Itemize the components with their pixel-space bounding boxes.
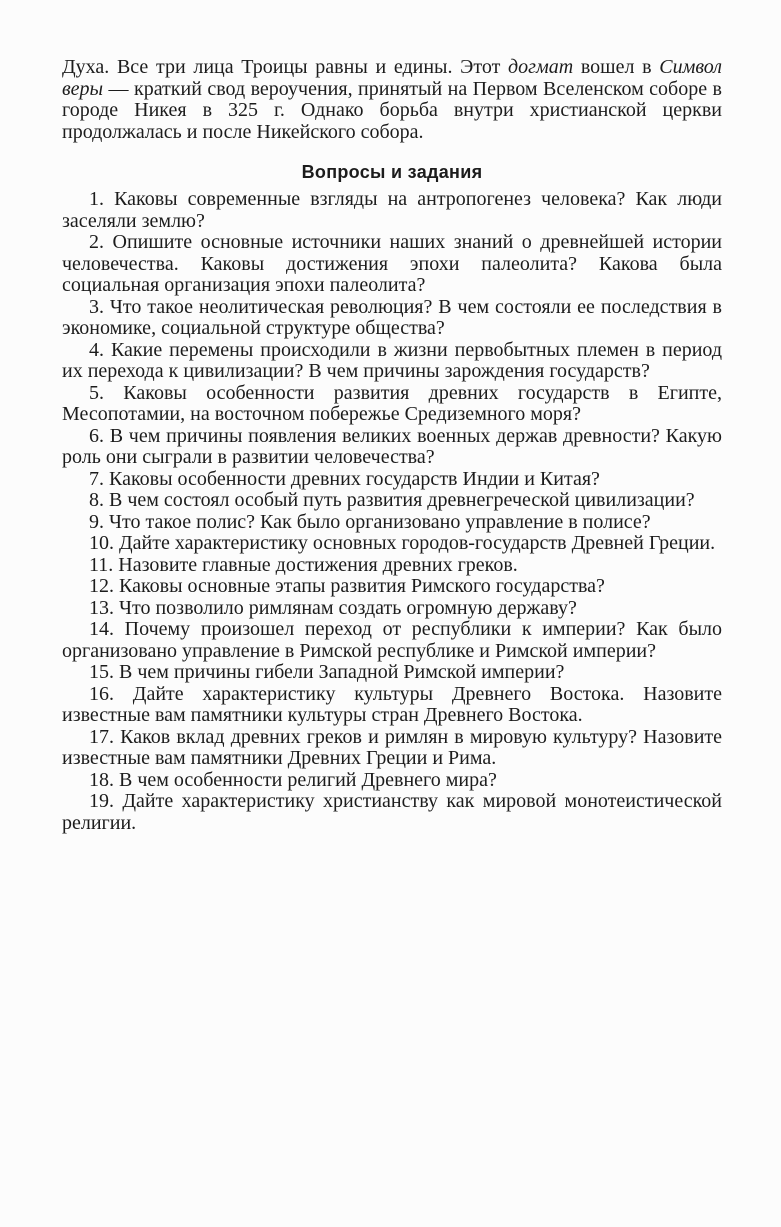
question-number: 10. <box>89 532 114 554</box>
question-number: 19. <box>89 790 114 812</box>
question-item <box>62 662 722 684</box>
question-text: Что позволило римлянам создать огромную державу? <box>119 596 577 619</box>
question-text: Назовите главные достижения древних греков. <box>118 553 518 576</box>
question-item <box>62 598 722 620</box>
question-item <box>62 232 722 297</box>
question-text: Каковы современные взгляды на антропогенез человека? Как люди заселяли землю? <box>62 188 722 232</box>
question-number: 1. <box>89 188 104 210</box>
question-text: Дайте характеристику культуры Древнего Востока. Назовите известные вам памятники культуры стран Древнего Востока. <box>62 682 723 726</box>
question-text: Почему произошел переход от республики к империи? Как было организовано управление в Римской республике и Римской империи? <box>62 618 722 662</box>
question-number: 18. <box>89 768 114 791</box>
question-number: 6. <box>89 424 104 447</box>
question-item <box>62 727 722 770</box>
question-number: 2. <box>89 231 104 253</box>
question-text: Каковы особенности древних государств Индии и Китая? <box>109 467 600 490</box>
intro-text-segment: — краткий свод вероучения, принятый на Первом Вселенском соборе в городе Никея в 325 г. Однако борьба внутри христианской церкви продолжалась и после Никейского собора. <box>62 77 722 143</box>
questions-list <box>62 189 722 834</box>
question-item <box>62 512 722 534</box>
question-item <box>62 684 722 727</box>
question-text: Дайте характеристику основных городов-государств Древней Греции. <box>119 532 716 554</box>
question-text: В чем причины гибели Западной Римской империи? <box>119 661 565 683</box>
question-item <box>62 770 722 792</box>
question-number: 9. <box>89 510 104 533</box>
question-text: В чем особенности религий Древнего мира? <box>119 768 497 791</box>
question-item <box>62 619 722 662</box>
question-text: Опишите основные источники наших знаний о древнейшей истории человечества. Каковы достижения эпохи палеолита? Какова была социальная организация эпохи палеолита? <box>62 231 723 296</box>
question-text: В чем причины появления великих военных держав древности? Какую роль они сыграли в развитии человечества? <box>62 424 722 468</box>
question-text: Дайте характеристику христианству как мировой монотеистической религии. <box>62 790 722 834</box>
question-text: Каков вклад древних греков и римлян в мировую культуру? Назовите известные вам памятники Древних Греции и Рима. <box>62 725 723 769</box>
question-item <box>62 490 722 512</box>
question-item <box>62 791 722 834</box>
question-item <box>62 533 722 555</box>
intro-italic-term: догмат <box>508 56 574 78</box>
question-number: 5. <box>89 381 104 404</box>
question-number: 7. <box>89 467 104 490</box>
question-text: В чем состоял особый путь развития древнегреческой цивилизации? <box>109 489 695 511</box>
question-text: Каковы основные этапы развития Римского государства? <box>119 575 605 597</box>
question-number: 12. <box>89 575 114 597</box>
question-text: Что такое неолитическая революция? В чем состояли ее последствия в экономике, социальной структуре общества? <box>62 295 723 339</box>
question-item <box>62 189 722 232</box>
question-number: 15. <box>89 661 114 683</box>
intro-italic-term: Символ веры <box>62 56 723 100</box>
question-number: 17. <box>89 725 114 748</box>
question-number: 3. <box>89 295 104 318</box>
intro-text-segment: вошел в <box>573 56 660 78</box>
question-item <box>62 469 722 491</box>
question-text: Каковы особенности развития древних государств в Египте, Месопотамии, на восточном побережье Средиземного моря? <box>62 381 723 425</box>
intro-paragraph <box>62 57 722 143</box>
question-number: 13. <box>89 596 114 619</box>
question-number: 16. <box>89 682 114 705</box>
question-item <box>62 555 722 577</box>
question-item <box>62 576 722 598</box>
question-number: 11. <box>89 553 114 576</box>
question-text: Что такое полис? Как было организовано управление в полисе? <box>109 510 651 533</box>
question-item <box>62 426 722 469</box>
question-item <box>62 297 722 340</box>
question-number: 14. <box>89 618 114 640</box>
question-number: 4. <box>89 338 104 361</box>
question-text: Какие перемены происходили в жизни первобытных племен в период их перехода к цивилизации? В чем причины зарождения государств? <box>62 338 723 382</box>
question-item <box>62 340 722 383</box>
question-number: 8. <box>89 489 104 511</box>
section-heading: Вопросы и задания <box>301 162 483 182</box>
intro-text-segment: Духа. Все три лица Троицы равны и едины. Этот <box>62 56 509 78</box>
question-item <box>62 383 722 426</box>
